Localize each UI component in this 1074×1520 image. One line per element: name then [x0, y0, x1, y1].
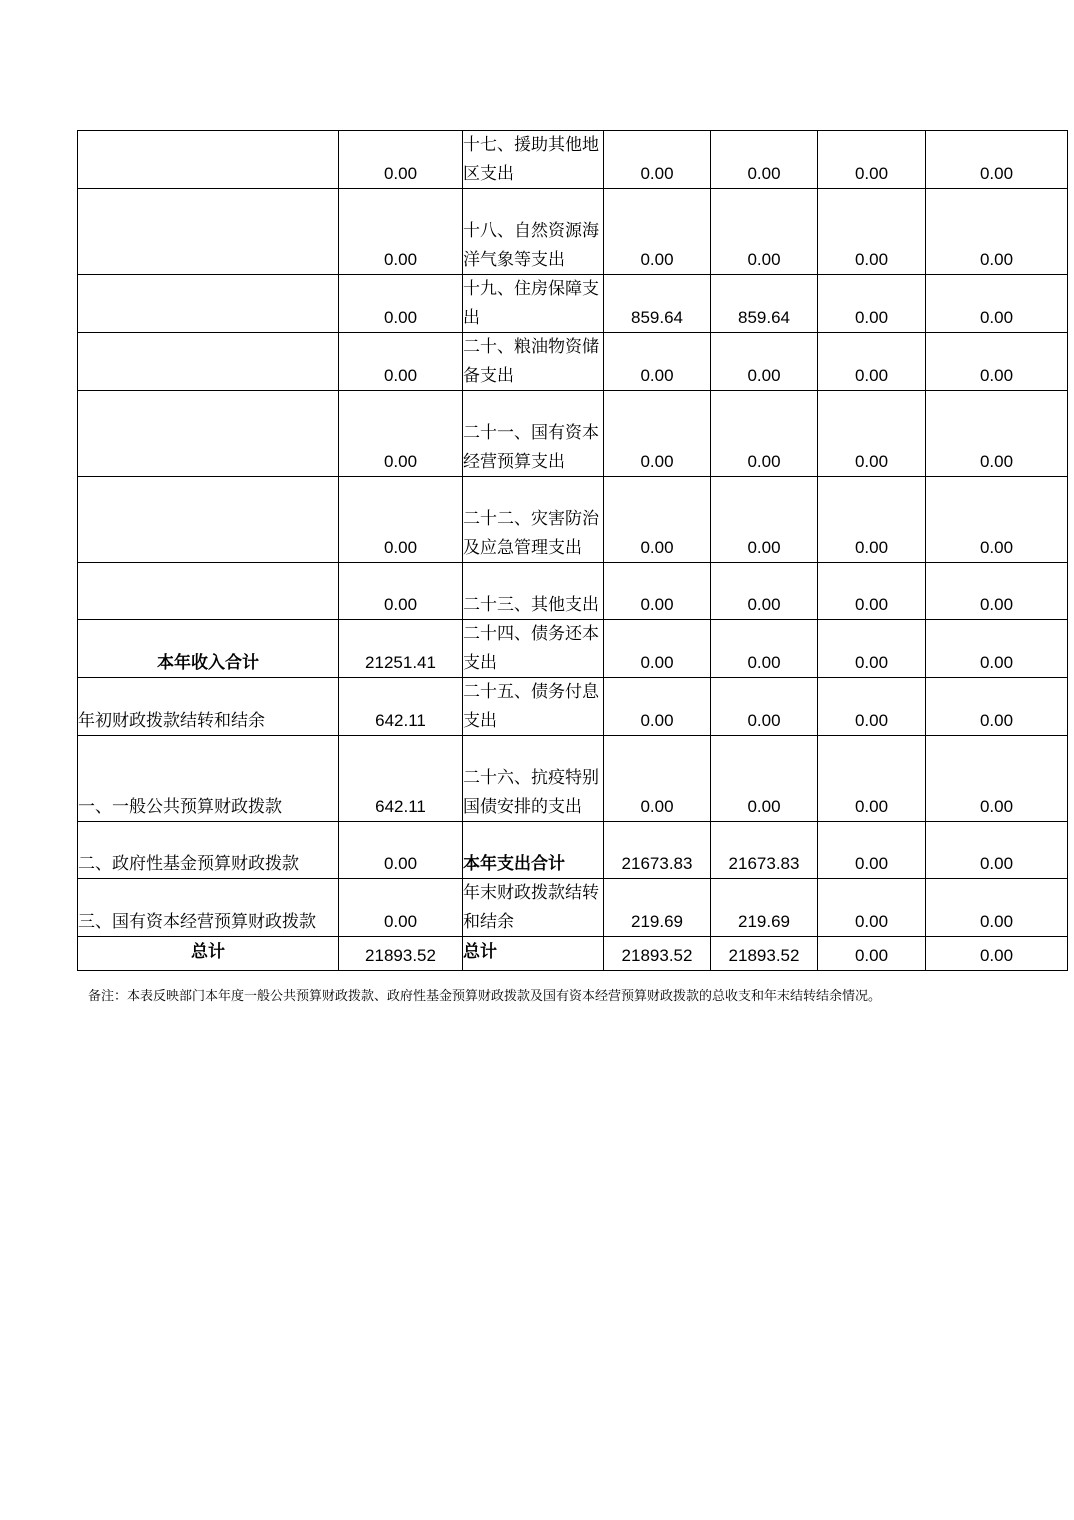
table-row — [78, 333, 1068, 391]
expense-general: 0.00 — [711, 678, 818, 736]
expense-fund: 0.00 — [818, 563, 926, 620]
expense-total: 21673.83 — [604, 822, 711, 879]
table-row — [78, 822, 1068, 879]
income-amount: 0.00 — [339, 477, 463, 563]
income-amount: 0.00 — [339, 131, 463, 189]
expense-general: 859.64 — [711, 275, 818, 333]
expense-label: 二十二、灾害防治及应急管理支出 — [463, 477, 604, 563]
income-label — [78, 189, 339, 275]
expense-fund: 0.00 — [818, 736, 926, 822]
expense-state-capital: 0.00 — [926, 563, 1068, 620]
expense-total: 0.00 — [604, 678, 711, 736]
income-label: 三、国有资本经营预算财政拨款 — [78, 879, 339, 937]
budget-table — [77, 130, 1068, 971]
expense-fund: 0.00 — [818, 879, 926, 937]
table-row-total — [78, 937, 1068, 971]
expense-state-capital: 0.00 — [926, 391, 1068, 477]
expense-general: 0.00 — [711, 189, 818, 275]
income-label — [78, 477, 339, 563]
income-label — [78, 131, 339, 189]
table-row — [78, 736, 1068, 822]
expense-label: 本年支出合计 — [463, 822, 604, 879]
table-row — [78, 620, 1068, 678]
income-amount: 0.00 — [339, 275, 463, 333]
table-row — [78, 879, 1068, 937]
expense-general: 21673.83 — [711, 822, 818, 879]
expense-state-capital: 0.00 — [926, 333, 1068, 391]
table-row — [78, 189, 1068, 275]
expense-fund: 0.00 — [818, 477, 926, 563]
income-amount: 0.00 — [339, 822, 463, 879]
income-amount: 0.00 — [339, 879, 463, 937]
expense-general: 0.00 — [711, 620, 818, 678]
expense-fund: 0.00 — [818, 131, 926, 189]
table-row — [78, 275, 1068, 333]
expense-state-capital: 0.00 — [926, 131, 1068, 189]
income-amount: 21251.41 — [339, 620, 463, 678]
income-amount: 0.00 — [339, 391, 463, 477]
income-label — [78, 333, 339, 391]
expense-total: 219.69 — [604, 879, 711, 937]
table-row — [78, 678, 1068, 736]
expense-state-capital: 0.00 — [926, 937, 1068, 971]
expense-label: 二十五、债务付息支出 — [463, 678, 604, 736]
expense-label: 二十三、其他支出 — [463, 563, 604, 620]
table-row — [78, 563, 1068, 620]
income-label — [78, 391, 339, 477]
table-row — [78, 131, 1068, 189]
expense-total: 21893.52 — [604, 937, 711, 971]
expense-total: 0.00 — [604, 131, 711, 189]
expense-label: 十八、自然资源海洋气象等支出 — [463, 189, 604, 275]
expense-total: 0.00 — [604, 333, 711, 391]
expense-general: 0.00 — [711, 477, 818, 563]
expense-general: 0.00 — [711, 391, 818, 477]
income-amount: 0.00 — [339, 563, 463, 620]
expense-label: 年末财政拨款结转和结余 — [463, 879, 604, 937]
expense-fund: 0.00 — [818, 620, 926, 678]
expense-state-capital: 0.00 — [926, 736, 1068, 822]
income-amount: 0.00 — [339, 189, 463, 275]
expense-general: 0.00 — [711, 563, 818, 620]
expense-fund: 0.00 — [818, 678, 926, 736]
expense-label: 二十一、国有资本经营预算支出 — [463, 391, 604, 477]
income-label: 总计 — [78, 937, 339, 971]
expense-fund: 0.00 — [818, 937, 926, 971]
table-row — [78, 391, 1068, 477]
expense-total: 0.00 — [604, 477, 711, 563]
expense-fund: 0.00 — [818, 333, 926, 391]
expense-fund: 0.00 — [818, 822, 926, 879]
expense-label: 二十四、债务还本支出 — [463, 620, 604, 678]
expense-total: 0.00 — [604, 391, 711, 477]
expense-label: 十七、援助其他地区支出 — [463, 131, 604, 189]
expense-total: 0.00 — [604, 189, 711, 275]
expense-general: 219.69 — [711, 879, 818, 937]
expense-label: 十九、住房保障支出 — [463, 275, 604, 333]
expense-label: 二十六、抗疫特别国债安排的支出 — [463, 736, 604, 822]
expense-state-capital: 0.00 — [926, 678, 1068, 736]
income-amount: 21893.52 — [339, 937, 463, 971]
income-label: 一、一般公共预算财政拨款 — [78, 736, 339, 822]
expense-state-capital: 0.00 — [926, 477, 1068, 563]
expense-fund: 0.00 — [818, 275, 926, 333]
income-label: 二、政府性基金预算财政拨款 — [78, 822, 339, 879]
expense-fund: 0.00 — [818, 391, 926, 477]
expense-general: 0.00 — [711, 736, 818, 822]
income-label: 本年收入合计 — [78, 620, 339, 678]
expense-state-capital: 0.00 — [926, 275, 1068, 333]
income-label — [78, 275, 339, 333]
expense-general: 0.00 — [711, 131, 818, 189]
expense-total: 0.00 — [604, 736, 711, 822]
expense-general: 0.00 — [711, 333, 818, 391]
expense-general: 21893.52 — [711, 937, 818, 971]
expense-label: 二十、粮油物资储备支出 — [463, 333, 604, 391]
expense-fund: 0.00 — [818, 189, 926, 275]
expense-state-capital: 0.00 — [926, 822, 1068, 879]
income-label: 年初财政拨款结转和结余 — [78, 678, 339, 736]
expense-state-capital: 0.00 — [926, 879, 1068, 937]
expense-label: 总计 — [463, 937, 604, 971]
income-amount: 0.00 — [339, 333, 463, 391]
expense-total: 859.64 — [604, 275, 711, 333]
expense-total: 0.00 — [604, 620, 711, 678]
income-amount: 642.11 — [339, 678, 463, 736]
expense-state-capital: 0.00 — [926, 189, 1068, 275]
expense-total: 0.00 — [604, 563, 711, 620]
income-amount: 642.11 — [339, 736, 463, 822]
table-note: 备注：本表反映部门本年度一般公共预算财政拨款、政府性基金预算财政拨款及国有资本经营预算财政拨款的总收支和年末结转结余情况。 — [88, 989, 882, 1004]
expense-state-capital: 0.00 — [926, 620, 1068, 678]
income-label — [78, 563, 339, 620]
table-row — [78, 477, 1068, 563]
